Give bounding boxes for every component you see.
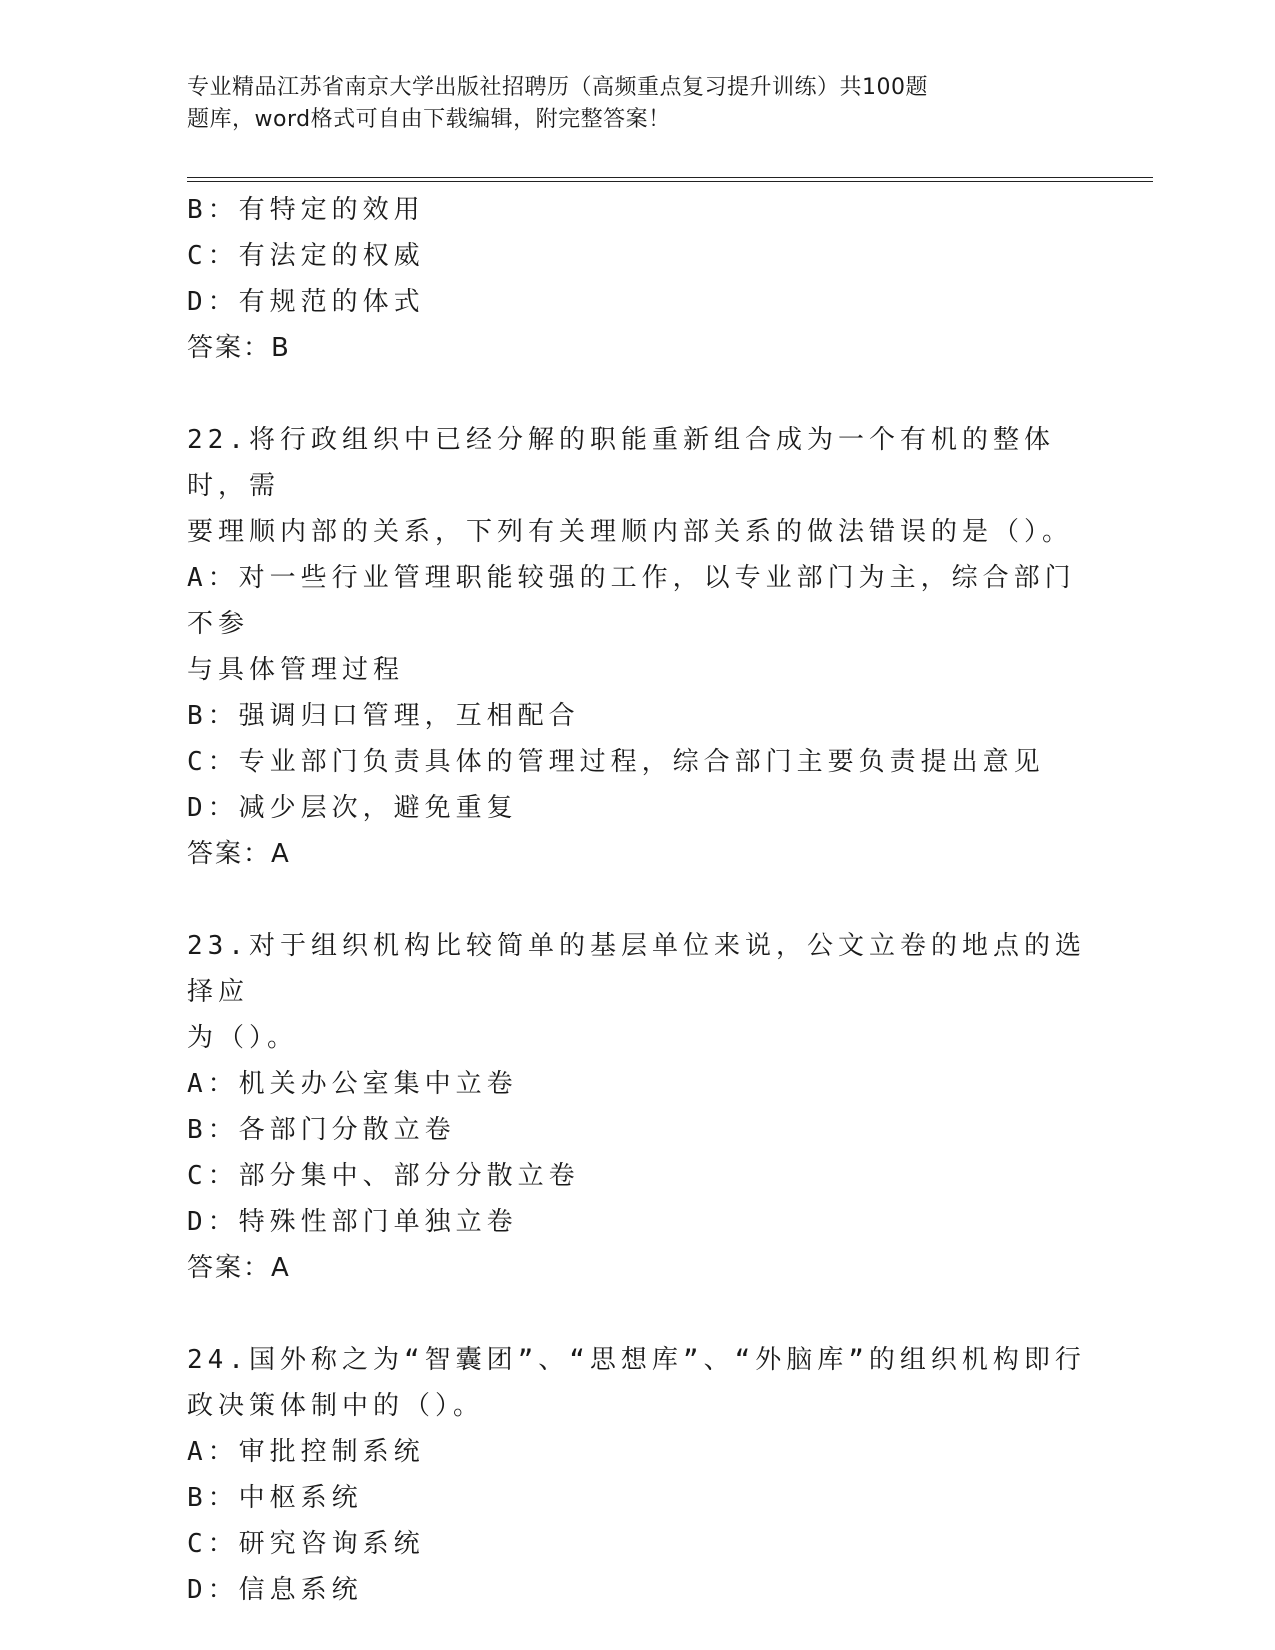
question-stem-cont: 为（）。 — [187, 1023, 299, 1053]
option-a-cont: 与具体管理过程 — [187, 655, 405, 685]
option-a: A：机关办公室集中立卷 — [187, 1069, 518, 1099]
answer-line: 答案：B — [187, 333, 291, 363]
option-d: D：有规范的体式 — [187, 287, 425, 317]
option-d: D：信息系统 — [187, 1575, 363, 1605]
option-b: B：有特定的效用 — [187, 195, 425, 225]
document-header — [187, 72, 1017, 136]
option-b: B：中枢系统 — [187, 1483, 363, 1513]
answer-line: 答案：A — [187, 1253, 291, 1283]
header-line-2: 题库，word格式可自由下载编辑，附完整答案！ — [187, 107, 671, 132]
option-c: C：部分集中、部分分散立卷 — [187, 1161, 580, 1191]
question-22 — [187, 417, 1087, 877]
option-a: A：对一些行业管理职能较强的工作，以专业部门为主，综合部门不参 — [187, 563, 1076, 639]
option-c: C：专业部门负责具体的管理过程，综合部门主要负责提出意见 — [187, 747, 1045, 777]
header-line-1: 专业精品江苏省南京大学出版社招聘历（高频重点复习提升训练）共100题 — [187, 75, 928, 100]
question-stem: 22.将行政组织中已经分解的职能重新组合成为一个有机的整体时，需 — [187, 425, 1055, 501]
question-stem-cont: 要理顺内部的关系，下列有关理顺内部关系的做法错误的是（）。 — [187, 517, 1074, 547]
option-c: C：研究咨询系统 — [187, 1529, 425, 1559]
question-content — [187, 187, 1087, 1613]
question-23 — [187, 923, 1087, 1291]
question-stem: 24.国外称之为“智囊团”、“思想库”、“外脑库”的组织机构即行 — [187, 1345, 1086, 1375]
header-divider-top — [187, 177, 1153, 178]
option-d: D：减少层次，避免重复 — [187, 793, 518, 823]
option-d: D：特殊性部门单独立卷 — [187, 1207, 518, 1237]
question-24 — [187, 1337, 1087, 1613]
prev-question-block — [187, 187, 1087, 371]
header-divider-bottom — [187, 181, 1153, 182]
option-a: A：审批控制系统 — [187, 1437, 425, 1467]
option-b: B：各部门分散立卷 — [187, 1115, 456, 1145]
option-c: C：有法定的权威 — [187, 241, 425, 271]
question-stem-cont: 政决策体制中的（）。 — [187, 1391, 485, 1421]
answer-line: 答案：A — [187, 839, 291, 869]
option-b: B：强调归口管理，互相配合 — [187, 701, 580, 731]
question-stem: 23.对于组织机构比较简单的基层单位来说，公文立卷的地点的选择应 — [187, 931, 1086, 1007]
